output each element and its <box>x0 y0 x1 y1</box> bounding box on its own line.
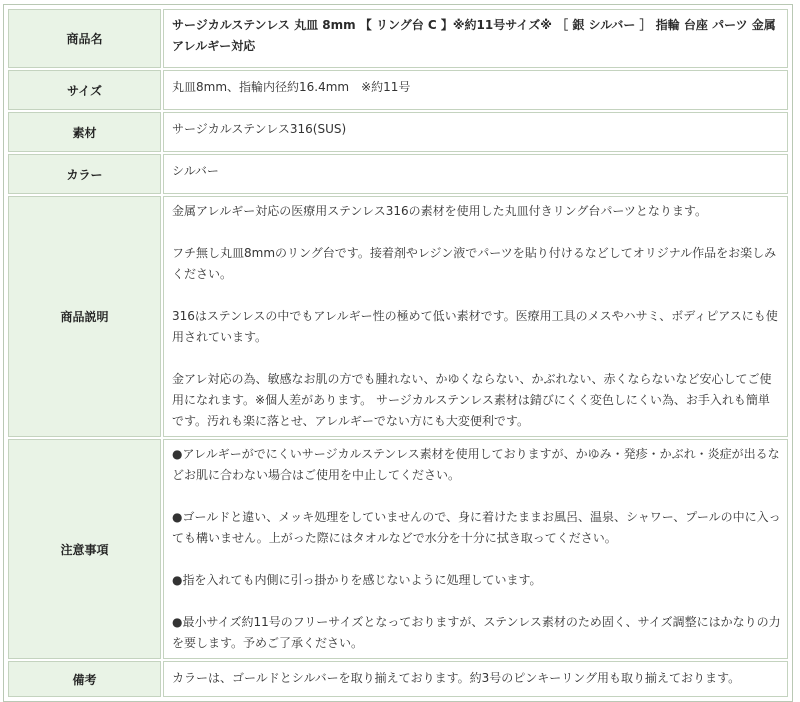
row-cautions <box>8 439 788 659</box>
remarks-text: カラーは、ゴールドとシルバーを取り揃えております。約3号のピンキーリング用も取り揃えております。 <box>172 671 741 685</box>
row-color <box>8 154 788 194</box>
caution-item: ●指を入れても内側に引っ掛かりを感じないように処理しています。 <box>172 573 542 587</box>
value-size <box>163 70 788 110</box>
description-paragraph: フチ無し丸皿8mmのリング台です。接着剤やレジン液でパーツを貼り付けるなどしてオリジナル作品をお楽しみください。 <box>172 246 777 281</box>
value-color <box>163 154 788 194</box>
material-text: サージカルステンレス316(SUS) <box>172 122 347 136</box>
value-description <box>163 196 788 437</box>
label-color: カラー <box>8 154 161 194</box>
description-paragraph: 金属アレルギー対応の医療用ステンレス316の素材を使用した丸皿付きリング台パーツとなります。 <box>172 204 707 218</box>
description-paragraph: 金アレ対応の為、敏感なお肌の方でも腫れない、かゆくならない、かぶれない、赤くならないなど安心してご使用になれます。※個人差があります。 サージカルステンレス素材は錆びにくく変色しにくい為、お手入れも簡単です。汚れも楽に落とせ、アレルギーでない方にも大変便利です。 <box>172 372 772 428</box>
value-remarks <box>163 661 788 697</box>
row-product-name <box>8 9 788 68</box>
label-product-name: 商品名 <box>8 9 161 68</box>
value-cautions <box>163 439 788 659</box>
label-size: サイズ <box>8 70 161 110</box>
description-paragraph: 316はステンレスの中でもアレルギー性の極めて低い素材です。医療用工具のメスやハサミ、ボディピアスにも使用されています。 <box>172 309 778 344</box>
value-material <box>163 112 788 152</box>
size-text: 丸皿8mm、指輪内径約16.4mm ※約11号 <box>172 80 411 94</box>
row-size <box>8 70 788 110</box>
row-material <box>8 112 788 152</box>
row-remarks <box>8 661 788 697</box>
label-remarks: 備考 <box>8 661 161 697</box>
row-description <box>8 196 788 437</box>
product-name-text: サージカルステンレス 丸皿 8mm 【 リング台 C 】※約11号サイズ※ ［ 銀 シルバー ］ 指輪 台座 パーツ 金属アレルギー対応 <box>172 18 776 53</box>
caution-item: ●ゴールドと違い、メッキ処理をしていませんので、身に着けたままお風呂、温泉、シャワー、プールの中に入っても構いません。上がった際にはタオルなどで水分を十分に拭き取ってください。 <box>172 510 781 545</box>
product-spec-table <box>6 7 790 699</box>
label-material: 素材 <box>8 112 161 152</box>
label-description: 商品説明 <box>8 196 161 437</box>
color-text: シルバー <box>172 164 219 178</box>
value-product-name <box>163 9 788 68</box>
label-cautions: 注意事項 <box>8 439 161 659</box>
caution-item: ●最小サイズ約11号のフリーサイズとなっておりますが、ステンレス素材のため固く、サイズ調整にはかなりの力を要します。予めご了承ください。 <box>172 615 781 650</box>
product-spec-panel <box>3 4 793 702</box>
caution-item: ●アレルギーがでにくいサージカルステンレス素材を使用しておりますが、かゆみ・発疹・かぶれ・炎症が出るなどお肌に合わない場合はご使用を中止してください。 <box>172 447 780 482</box>
